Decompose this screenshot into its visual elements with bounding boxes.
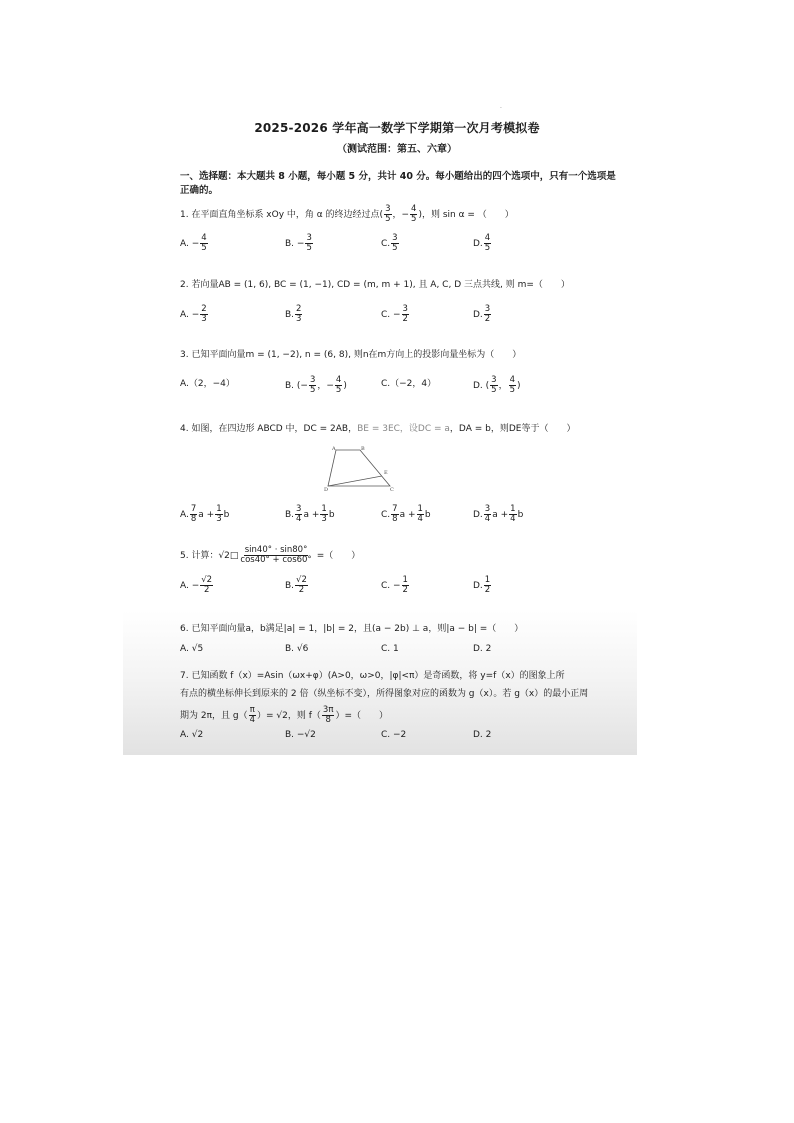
q2-option-c[interactable]: C. − $\frac{3}{2}$ — [381, 304, 408, 324]
quadrilateral-figure — [324, 444, 396, 492]
q4-text-a: 4. 如图，在四边形 ABCD 中，DC = 2AB， — [180, 424, 358, 434]
q6-option-a[interactable]: A. √5 — [180, 644, 204, 654]
q7-option-d[interactable]: D. 2 — [473, 730, 492, 740]
q1-option-c[interactable]: C. $\frac{3}{5}$ — [381, 233, 398, 253]
scan-dot: . — [500, 103, 502, 110]
question-3-stem: 3. 已知平面向量m = (1, −2), n = (6, 8), 则n在m方向上的投影向量坐标为（ ） — [180, 350, 522, 360]
label-a: A — [332, 446, 336, 452]
q3-option-c[interactable]: C.（−2，4） — [381, 379, 437, 389]
section-heading-line1: 一、选择题：本大题共 8 小题，每小题 5 分，共计 40 分。每小题给出的四个选项中，只有一个选项是 — [180, 171, 616, 182]
section-heading — [180, 170, 620, 198]
q4-option-d[interactable]: D. $\frac{3}{4}$ a + $\frac{1}{4}$ b — [473, 504, 524, 524]
exam-subtitle: （测试范围：第五、六章） — [337, 144, 457, 155]
section-heading-line2: 正确的。 — [180, 185, 219, 196]
question-7-stem — [180, 670, 620, 725]
label-b: B — [361, 446, 365, 452]
q1-option-b[interactable]: B. − $\frac{3}{5}$ — [285, 233, 312, 253]
q7-option-c[interactable]: C. −2 — [381, 730, 407, 740]
q5-text-pre: 5. 计算：√2□ — [180, 550, 239, 561]
q1-text-c: )，则 sin α = （ ） — [418, 210, 514, 220]
q5-option-b[interactable]: B. $\frac{√2}{2}$ — [285, 575, 307, 595]
q3-option-d[interactable]: D. ( $\frac{3}{5}$ ， $\frac{4}{5}$ ) — [473, 375, 521, 395]
q3-option-a[interactable]: A.（2，−4） — [180, 379, 235, 389]
q2-option-d[interactable]: D. $\frac{3}{2}$ — [473, 304, 491, 324]
q1-frac-2: $\frac{4}{5}$ — [411, 204, 417, 224]
q6-option-d[interactable]: D. 2 — [473, 644, 492, 654]
label-c: C — [390, 487, 394, 492]
q4-option-b[interactable]: B. $\frac{3}{4}$ a + $\frac{1}{3}$ b — [285, 504, 335, 524]
question-6-stem: 6. 已知平面向量a，b满足|a| = 1，|b| = 2，且(a − 2b) ⊥ a，则|a − b| =（ ） — [180, 624, 524, 634]
label-d: D — [324, 487, 329, 492]
q5-option-c[interactable]: C. − $\frac{1}{2}$ — [381, 575, 408, 595]
question-1-stem — [180, 205, 620, 224]
q4-text-b: ，DA = b，则DE等于（ ） — [449, 424, 576, 434]
question-5-stem — [180, 546, 620, 565]
q2-option-b[interactable]: B. $\frac{2}{3}$ — [285, 304, 302, 324]
q7-line2: 有点的横坐标伸长到原来的 2 倍（纵坐标不变），所得图象对应的函数为 g（x）。若 g（x）的最小正周 — [180, 689, 589, 699]
q4-text-gray: BE = 3EC，设DC = a — [357, 424, 450, 434]
question-2-stem: 2. 若向量AB = (1, 6), BC = (1, −1), CD = (m, m + 1), 且 A, C, D 三点共线, 则 m=（ ） — [180, 280, 570, 290]
q1-option-d[interactable]: D. $\frac{4}{5}$ — [473, 233, 491, 253]
q4-option-c[interactable]: C. $\frac{7}{8}$ a + $\frac{1}{4}$ b — [381, 504, 431, 524]
q1-option-a[interactable]: A. − $\frac{4}{5}$ — [180, 233, 207, 253]
q5-option-a[interactable]: A. − $\frac{√2}{2}$ — [180, 575, 213, 595]
q1-text-a: 1. 在平面直角坐标系 xOy 中，角 α 的终边经过点( — [180, 210, 384, 220]
q5-trig-fraction: $\frac{\sin 40^\circ \cdot \sin 80^\circ}{\cos 40^\circ + \cos 60^\circ}$ — [240, 545, 312, 565]
q3-option-b[interactable]: B. (− $\frac{3}{5}$ ，− $\frac{4}{5}$ ) — [285, 375, 347, 395]
q4-option-a[interactable]: A. $\frac{7}{8}$ a + $\frac{1}{3}$ b — [180, 504, 230, 524]
q5-text-post: =（ ） — [316, 550, 361, 561]
label-e: E — [384, 470, 388, 476]
exam-title: 2025-2026 学年高一数学下学期第一次月考模拟卷 — [254, 121, 540, 135]
q6-option-b[interactable]: B. √6 — [285, 644, 309, 654]
q7-option-b[interactable]: B. −√2 — [285, 730, 316, 740]
q7-option-a[interactable]: A. √2 — [180, 730, 204, 740]
q7-line3: 期为 2π，且 g（ $\frac{\pi}{4}$ ）= √2，则 f（ $\frac{3\pi}{8}$ ）=（ ） — [180, 705, 388, 725]
segment-de — [328, 476, 382, 486]
q5-option-d[interactable]: D. $\frac{1}{2}$ — [473, 575, 491, 595]
q6-option-c[interactable]: C. 1 — [381, 644, 399, 654]
q1-text-b: ，− — [392, 210, 410, 220]
q1-frac-1: $\frac{3}{5}$ — [385, 204, 391, 224]
q2-option-a[interactable]: A. − $\frac{2}{3}$ — [180, 304, 207, 324]
question-4-stem — [180, 423, 620, 435]
q7-line1: 7. 已知函数 f（x）=Asin（ωx+φ）(A>0，ω>0，|φ|<π）是奇函数，将 y=f（x）的图象上所 — [180, 671, 565, 681]
